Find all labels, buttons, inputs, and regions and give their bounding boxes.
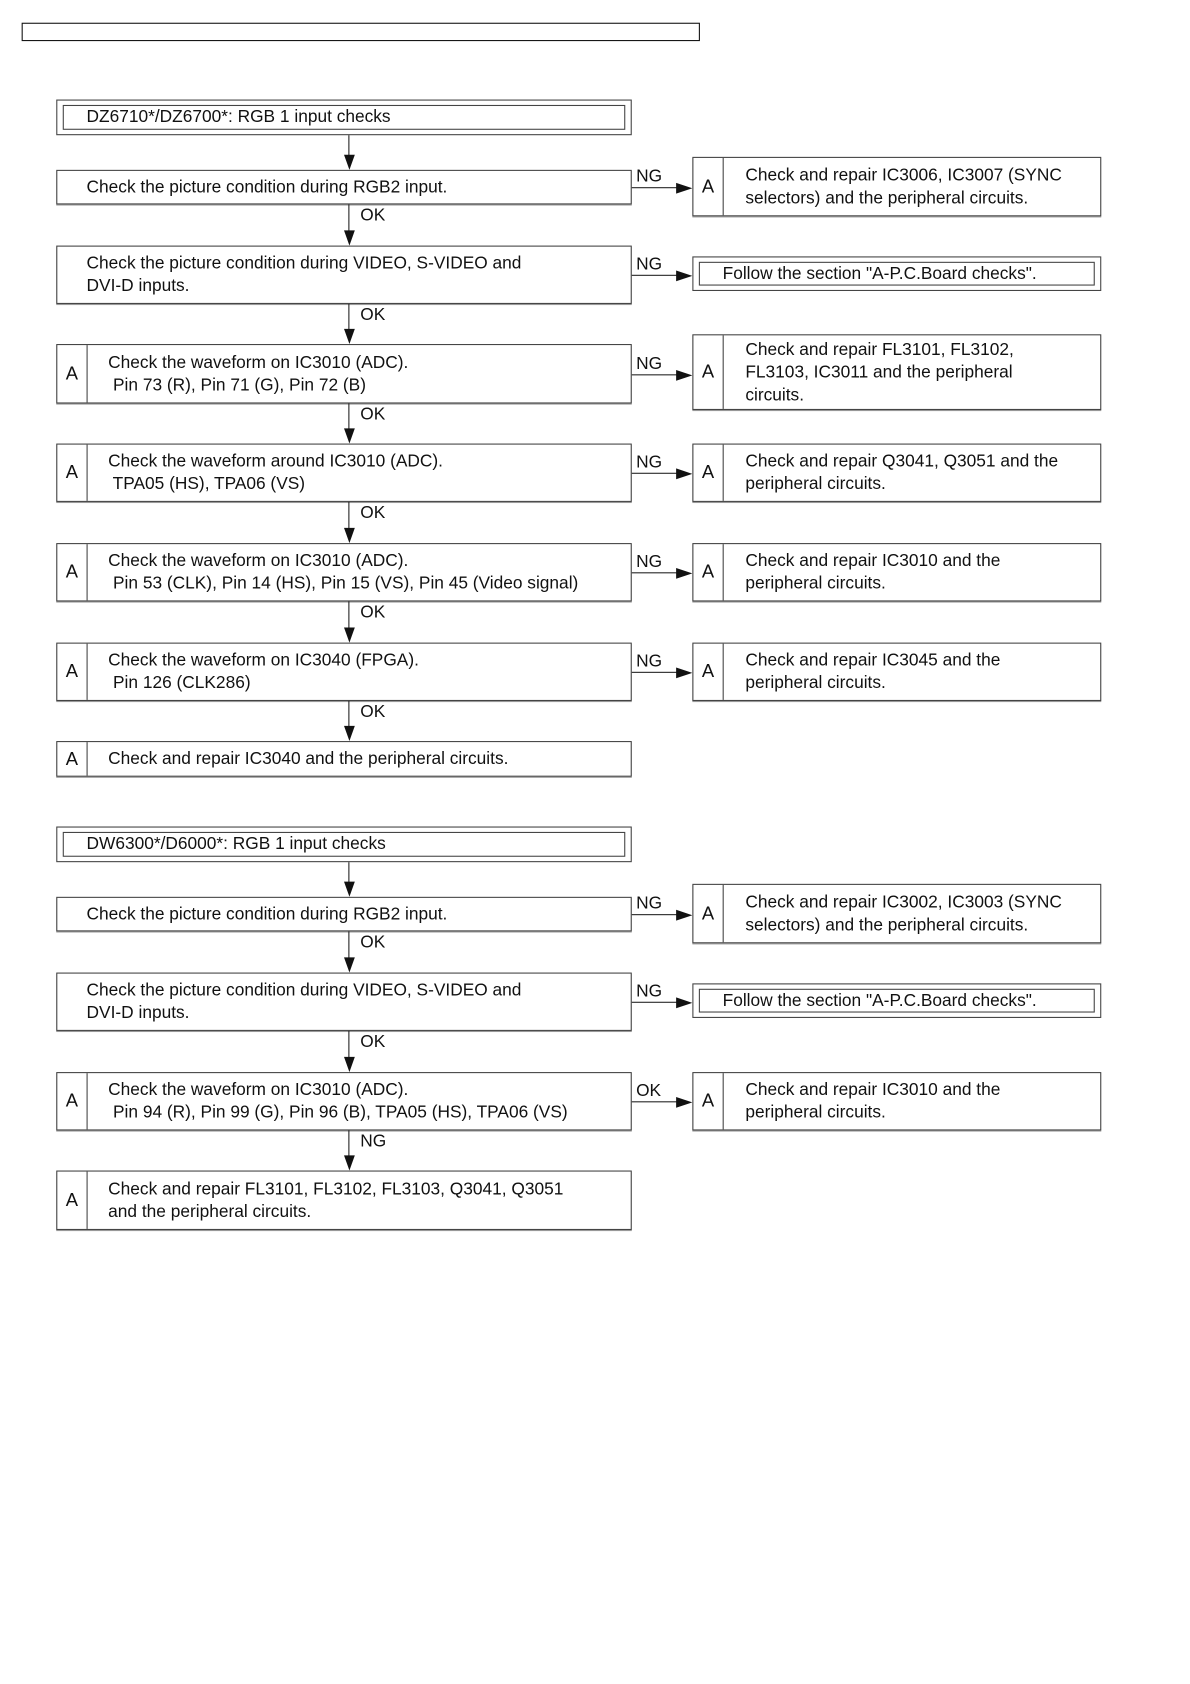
step-box xyxy=(56,741,632,777)
box-text xyxy=(87,974,522,1030)
text-line: Check the picture condition during RGB2 input. xyxy=(86,904,448,924)
text-line: circuits. xyxy=(745,385,805,405)
step-box xyxy=(56,170,632,205)
text-line: Check and repair IC3002, IC3003 (SYNC xyxy=(745,893,1062,912)
arrow-down-icon xyxy=(343,1057,354,1072)
result-box xyxy=(692,643,1101,701)
text-line: Check the picture condition during VIDEO, S-VIDEO and xyxy=(86,254,522,273)
marker-a: A xyxy=(693,445,723,501)
text-line: peripheral circuits. xyxy=(745,1103,886,1122)
arrow-line xyxy=(348,701,349,727)
box-text xyxy=(723,257,1037,289)
text-line: selectors) and the peripheral circuits. xyxy=(745,188,1029,208)
box-text xyxy=(745,445,1058,501)
arrow-line xyxy=(632,1002,677,1003)
arrow-right-icon xyxy=(676,468,692,479)
text-line: DVI-D inputs. xyxy=(86,1003,190,1023)
box-text xyxy=(745,885,1062,942)
marker-a: A xyxy=(57,445,87,501)
marker-a: A xyxy=(57,544,87,600)
flow-label: OK xyxy=(360,603,386,623)
flow-label: OK xyxy=(360,306,386,325)
text-line: Check the waveform on IC3010 (ADC). xyxy=(108,353,409,372)
result-box xyxy=(692,256,1101,291)
text-line: Check the waveform on IC3010 (ADC). xyxy=(108,1080,409,1100)
flow-label: OK xyxy=(360,504,386,523)
text-line: Follow the section "A-P.C.Board checks". xyxy=(722,991,1037,1010)
box-text xyxy=(745,544,1000,600)
step-box xyxy=(56,643,632,701)
text-line: and the peripheral circuits. xyxy=(108,1202,312,1221)
result-box xyxy=(692,1072,1101,1130)
flow-label: NG xyxy=(636,652,663,671)
flow-label: NG xyxy=(636,453,663,472)
step-box xyxy=(56,444,632,502)
flow-label: NG xyxy=(636,354,663,374)
arrow-right-icon xyxy=(676,1096,692,1107)
text-line: Check the picture condition during VIDEO, S-VIDEO and xyxy=(86,981,522,1000)
arrow-line xyxy=(632,914,677,915)
arrow-line xyxy=(632,275,677,276)
arrow-down-icon xyxy=(343,155,354,170)
arrow-line xyxy=(632,187,677,188)
text-line: Check the waveform around IC3010 (ADC). xyxy=(108,452,443,471)
text-line: Check and repair IC3006, IC3007 (SYNC xyxy=(745,166,1062,185)
text-line: Check the picture condition during RGB2 input. xyxy=(86,177,448,197)
flow-label: NG xyxy=(636,894,663,914)
text-line: Check the waveform on IC3040 (FPGA). xyxy=(108,651,419,670)
box-text xyxy=(108,742,508,776)
flow-label: NG xyxy=(360,1132,387,1152)
arrow-line xyxy=(348,135,349,156)
arrow-right-icon xyxy=(676,182,692,193)
text-line: Check and repair IC3010 and the xyxy=(745,1080,1001,1100)
box-text xyxy=(87,828,386,862)
arrow-line xyxy=(632,374,677,375)
flow-label: NG xyxy=(636,982,663,1001)
result-box xyxy=(692,444,1101,502)
box-text xyxy=(108,644,419,700)
box-text xyxy=(108,445,443,501)
text-line: Pin 94 (R), Pin 99 (G), Pin 96 (B), TPA05 (HS), TPA06 (VS) xyxy=(108,1103,568,1122)
arrow-down-icon xyxy=(343,957,354,972)
step-box xyxy=(56,973,632,1031)
box-text xyxy=(108,1172,563,1229)
arrow-down-icon xyxy=(343,1155,354,1170)
result-box xyxy=(692,157,1101,216)
text-line: Check and repair IC3045 and the xyxy=(745,651,1001,670)
marker-a: A xyxy=(57,644,87,700)
arrow-down-icon xyxy=(343,428,354,443)
arrow-down-icon xyxy=(343,726,354,741)
result-box xyxy=(692,884,1101,943)
text-line: Follow the section "A-P.C.Board checks". xyxy=(722,264,1037,283)
arrow-line xyxy=(632,473,677,474)
arrow-right-icon xyxy=(676,909,692,920)
marker-a: A xyxy=(57,742,87,776)
box-text xyxy=(87,247,522,303)
step-box xyxy=(56,246,632,304)
step-box xyxy=(56,543,632,601)
arrow-line xyxy=(348,931,349,958)
marker-a: A xyxy=(57,1073,87,1129)
flow-label: OK xyxy=(360,206,386,226)
marker-a: A xyxy=(693,885,723,942)
arrow-line xyxy=(348,862,349,883)
text-line: Check and repair IC3040 and the peripheral circuits. xyxy=(108,749,509,769)
box-text xyxy=(745,644,1000,700)
flow-label: NG xyxy=(636,167,663,187)
marker-a: A xyxy=(57,1172,87,1229)
text-line: Check and repair FL3101, FL3102, xyxy=(745,340,1014,359)
marker-a: A xyxy=(693,644,723,700)
arrow-line xyxy=(348,404,349,430)
text-line: peripheral circuits. xyxy=(745,574,886,593)
result-box xyxy=(692,334,1101,410)
text-line: Check and repair FL3101, FL3102, FL3103, Q3041, Q3051 xyxy=(108,1179,564,1199)
arrow-line xyxy=(348,601,349,628)
flow-label: OK xyxy=(636,1081,662,1101)
arrow-line xyxy=(632,672,677,673)
box-text xyxy=(87,171,448,203)
arrow-line xyxy=(348,1031,349,1058)
text-line: Check and repair IC3010 and the xyxy=(745,551,1001,571)
arrow-right-icon xyxy=(676,567,692,578)
marker-a: A xyxy=(693,158,723,215)
arrow-down-icon xyxy=(343,627,354,642)
box-text xyxy=(108,345,408,402)
box-text xyxy=(745,335,1013,409)
result-box xyxy=(692,983,1101,1018)
arrow-line xyxy=(348,502,349,529)
step-box xyxy=(56,344,632,403)
marker-a: A xyxy=(57,345,87,402)
flow-label: OK xyxy=(360,405,386,425)
arrow-right-icon xyxy=(676,667,692,678)
box-text xyxy=(745,1073,1000,1129)
arrow-right-icon xyxy=(676,270,692,281)
box-text xyxy=(87,898,448,930)
marker-a: A xyxy=(693,544,723,600)
arrow-line xyxy=(348,304,349,330)
text-line: selectors) and the peripheral circuits. xyxy=(745,915,1029,935)
step-box xyxy=(56,1171,632,1230)
text-line: peripheral circuits. xyxy=(745,673,886,693)
box-text xyxy=(745,158,1062,215)
header-bar xyxy=(22,23,700,41)
box-text xyxy=(87,101,391,135)
text-line: Pin 53 (CLK), Pin 14 (HS), Pin 15 (VS), Pin 45 (Video signal) xyxy=(108,574,579,593)
text-line: DZ6710*/DZ6700*: RGB 1 input checks xyxy=(86,108,391,127)
arrow-down-icon xyxy=(343,528,354,543)
arrow-right-icon xyxy=(676,997,692,1008)
text-line: peripheral circuits. xyxy=(745,474,886,494)
arrow-down-icon xyxy=(343,230,354,245)
box-text xyxy=(108,1073,567,1129)
flow-label: OK xyxy=(360,933,386,952)
arrow-line xyxy=(348,204,349,231)
flow-label: OK xyxy=(360,1033,386,1052)
text-line: FL3103, IC3011 and the peripheral xyxy=(745,362,1013,382)
box-text xyxy=(108,544,578,600)
arrow-down-icon xyxy=(343,329,354,344)
flow-label: OK xyxy=(360,703,386,722)
text-line: Check the waveform on IC3010 (ADC). xyxy=(108,551,409,571)
text-line: DW6300*/D6000*: RGB 1 input checks xyxy=(86,835,386,854)
arrow-line xyxy=(632,572,677,573)
flow-label: NG xyxy=(636,255,663,274)
section-title-box xyxy=(56,826,632,862)
section-title-box xyxy=(56,100,632,136)
flow-label: NG xyxy=(636,552,663,572)
step-box xyxy=(56,1072,632,1130)
text-line: TPA05 (HS), TPA06 (VS) xyxy=(108,474,306,494)
marker-a: A xyxy=(693,335,723,409)
arrow-right-icon xyxy=(676,369,692,380)
text-line: Pin 126 (CLK286) xyxy=(108,673,251,693)
text-line: DVI-D inputs. xyxy=(86,276,190,296)
arrow-line xyxy=(348,1130,349,1156)
arrow-down-icon xyxy=(343,882,354,897)
result-box xyxy=(692,543,1101,601)
step-box xyxy=(56,897,632,932)
box-text xyxy=(723,984,1037,1016)
marker-a: A xyxy=(693,1073,723,1129)
text-line: Check and repair Q3041, Q3051 and the xyxy=(745,452,1059,471)
arrow-line xyxy=(632,1101,677,1102)
text-line: Pin 73 (R), Pin 71 (G), Pin 72 (B) xyxy=(108,375,366,395)
